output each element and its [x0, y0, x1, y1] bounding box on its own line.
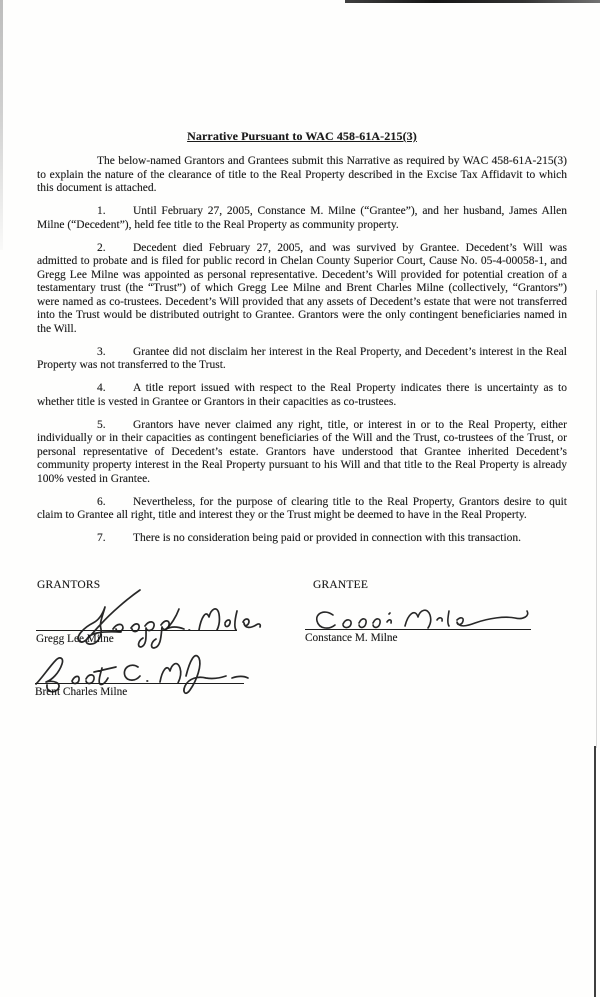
numbered-paragraph-6 — [37, 496, 567, 523]
scan-artifact-right-edge-faint — [596, 290, 597, 748]
grantee-heading: GRANTEE — [313, 578, 369, 591]
paragraph-text: Nevertheless, for the purpose of clearing title to the Real Property, Grantors desire to quit claim to Grantee all right, title and interest they or the Trust might be deemed to have in the Real Property. — [37, 495, 567, 521]
paragraph-number: 1. — [97, 205, 106, 217]
signature-section — [37, 579, 567, 729]
paragraph-text: There is no consideration being paid or provided in connection with this transaction. — [133, 532, 522, 544]
signature-line-grantee — [305, 629, 531, 630]
paragraph-text: Grantee did not disclaim her interest in the Real Property, and Decedent’s interest in the Real Property was not transferred to the Trust. — [37, 345, 567, 371]
printed-name-grantor-1: Gregg Lee Milne — [36, 632, 114, 645]
numbered-paragraph-3 — [37, 346, 567, 373]
numbered-paragraph-2 — [37, 242, 567, 337]
scan-artifact-right-edge-dark — [594, 746, 596, 997]
grantors-heading: GRANTORS — [37, 578, 101, 591]
printed-name-grantee: Constance M. Milne — [305, 632, 398, 644]
paragraph-text: Until February 27, 2005, Constance M. Milne (“Grantee”), and her husband, James Allen Milne (“Decedent”), held fee title to the Real Property as community property. — [37, 205, 567, 231]
numbered-paragraph-7 — [37, 532, 567, 546]
paragraph-number: 2. — [97, 241, 106, 254]
paragraph-number: 5. — [97, 418, 106, 431]
paragraph-number: 4. — [97, 382, 106, 394]
paragraph-number: 3. — [97, 345, 106, 358]
paragraph-text: Decedent died February 27, 2005, and was survived by Grantee. Decedent’s Will was admitted to probate and is filed for public record in Chelan County Superior Court, Cause No. 05-4-00058-1, and Gregg Lee Milne was appointed as personal representative. Decedent’s Will provided for potential creation of a testamentary trust (the “Trust”) of which Gregg Lee Milne and Brent Charles Milne (collectively, “Grantors”) were named as co-trustees. Decedent’s Will provided that any assets of Decedent’s estate that were not transferred into the Trust would be distributed outright to Grantee. Grantors were the only contingent beneficiaries named in the Will. — [37, 241, 567, 335]
page-title: Narrative Pursuant to WAC 458-61A-215(3) — [187, 129, 417, 143]
paragraph-number: 7. — [97, 532, 106, 544]
scan-artifact-top-edge — [345, 0, 600, 3]
numbered-paragraph-5 — [37, 419, 567, 487]
numbered-paragraph-4 — [37, 382, 567, 409]
paragraph-number: 6. — [97, 495, 106, 508]
intro-paragraph: The below-named Grantors and Grantees submit this Narrative as required by WAC 458-61A-215(3) to explain the nature of the clearance of title to the Real Property described in the Excise Tax Affidavit to which this document is attached. — [37, 155, 567, 194]
numbered-paragraph-1 — [37, 205, 567, 232]
printed-name-grantor-2: Brent Charles Milne — [35, 685, 128, 698]
signature-line-grantor-1 — [36, 630, 237, 631]
paragraph-text: A title report issued with respect to the Real Property indicates there is uncertainty as to whether title is vested in Grantee or Grantors in their capacities as co-trustees. — [37, 382, 567, 408]
paragraph-text: Grantors have never claimed any right, title, or interest in or to the Real Property, either individually or in their capacities as contingent beneficiaries of the Will and the Trust, co-trustees of the Trust, or personal representative of Decedent’s estate. Grantors have understood that Grantee inherited Decedent’s community property interest in the Real Property pursuant to his Will and that title to the Real Property is already 100% vested in Grantee. — [37, 418, 567, 485]
signature-line-grantor-2 — [35, 683, 244, 684]
scan-artifact-left-edge — [0, 0, 3, 250]
